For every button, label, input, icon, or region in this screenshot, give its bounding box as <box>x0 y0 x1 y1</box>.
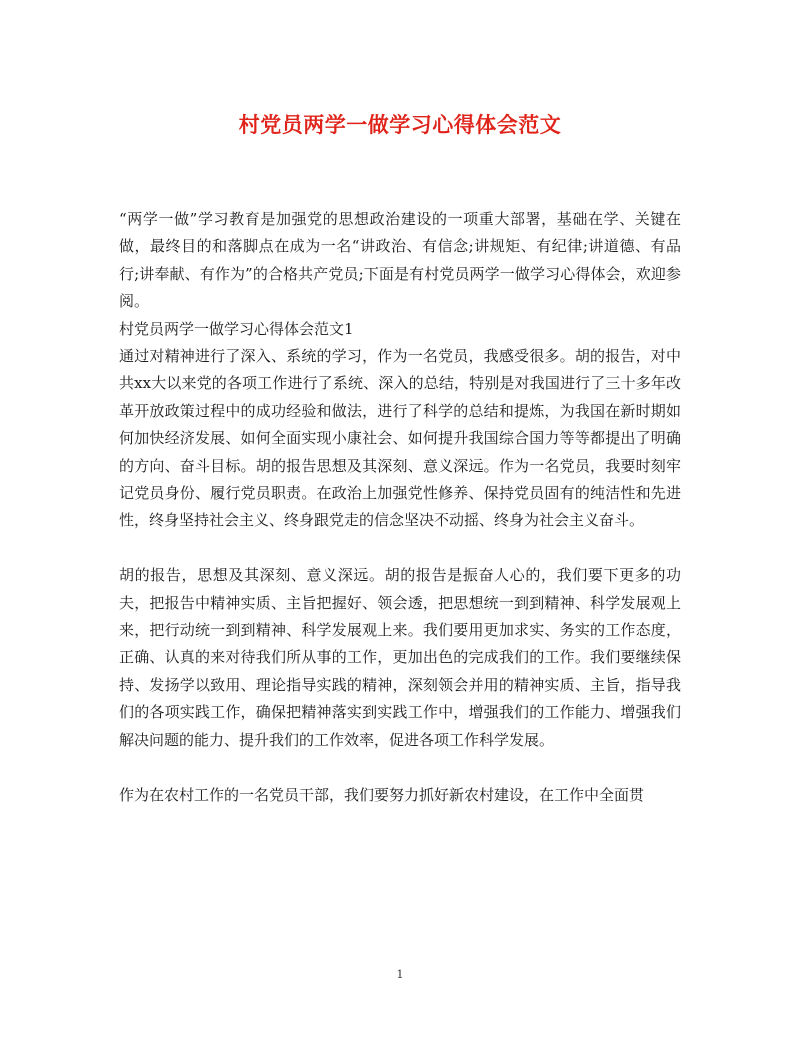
document-title: 村党员两学一做学习心得体会范文 <box>238 113 562 137</box>
page-number: 1 <box>396 968 404 981</box>
intro-paragraph: “两学一做”学习教育是加强党的思想政治建设的一项重大部署，基础在学、关键在做，最终目的和落脚点在成为一名“讲政治、有信念;讲规矩、有纪律;讲道德、有品行;讲奉献、有作为”的合格共产党员;下面是有村党员两学一做学习心得体会，欢迎参阅。 <box>119 210 681 311</box>
document-body <box>119 206 681 809</box>
body-paragraph: 通过对精神进行了深入、系统的学习，作为一名党员，我感受很多。胡的报告，对中共xx大以来党的各项工作进行了系统、深入的总结，特别是对我国进行了三十多年改革开放政策过程中的成功经验和做法，进行了科学的总结和提炼，为我国在新时期如何加快经济发展、如何全面实现小康社会、如何提升我国综合国力等等都提出了明确的方向、奋斗目标。胡的报告思想及其深刻、意义深远。作为一名党员，我要时刻牢记党员身份、履行党员职责。在政治上加强党性修养、保持党员固有的纯洁性和先进性，终身坚持社会主义、终身跟党走的信念坚决不动摇、终身为社会主义奋斗。 <box>119 347 681 530</box>
section-heading: 村党员两学一做学习心得体会范文1 <box>119 319 354 338</box>
body-paragraph: 作为在农村工作的一名党员干部，我们要努力抓好新农村建设，在工作中全面贯 <box>119 785 645 804</box>
body-paragraph: 胡的报告，思想及其深刻、意义深远。胡的报告是振奋人心的，我们要下更多的功夫，把报告中精神实质、主旨把握好、领会透，把思想统一到到精神、科学发展观上来，把行动统一到到精神、科学发展观上来。我们要用更加求实、务实的工作态度，正确、认真的来对待我们所从事的工作，更加出色的完成我们的工作。我们要继续保持、发扬学以致用、理论指导实践的精神，深刻领会并用的精神实质、主旨，指导我们的各项实践工作，确保把精神落实到实践工作中，增强我们的工作能力、增强我们解决问题的能力、提升我们的工作效率，促进各项工作科学发展。 <box>119 566 681 749</box>
